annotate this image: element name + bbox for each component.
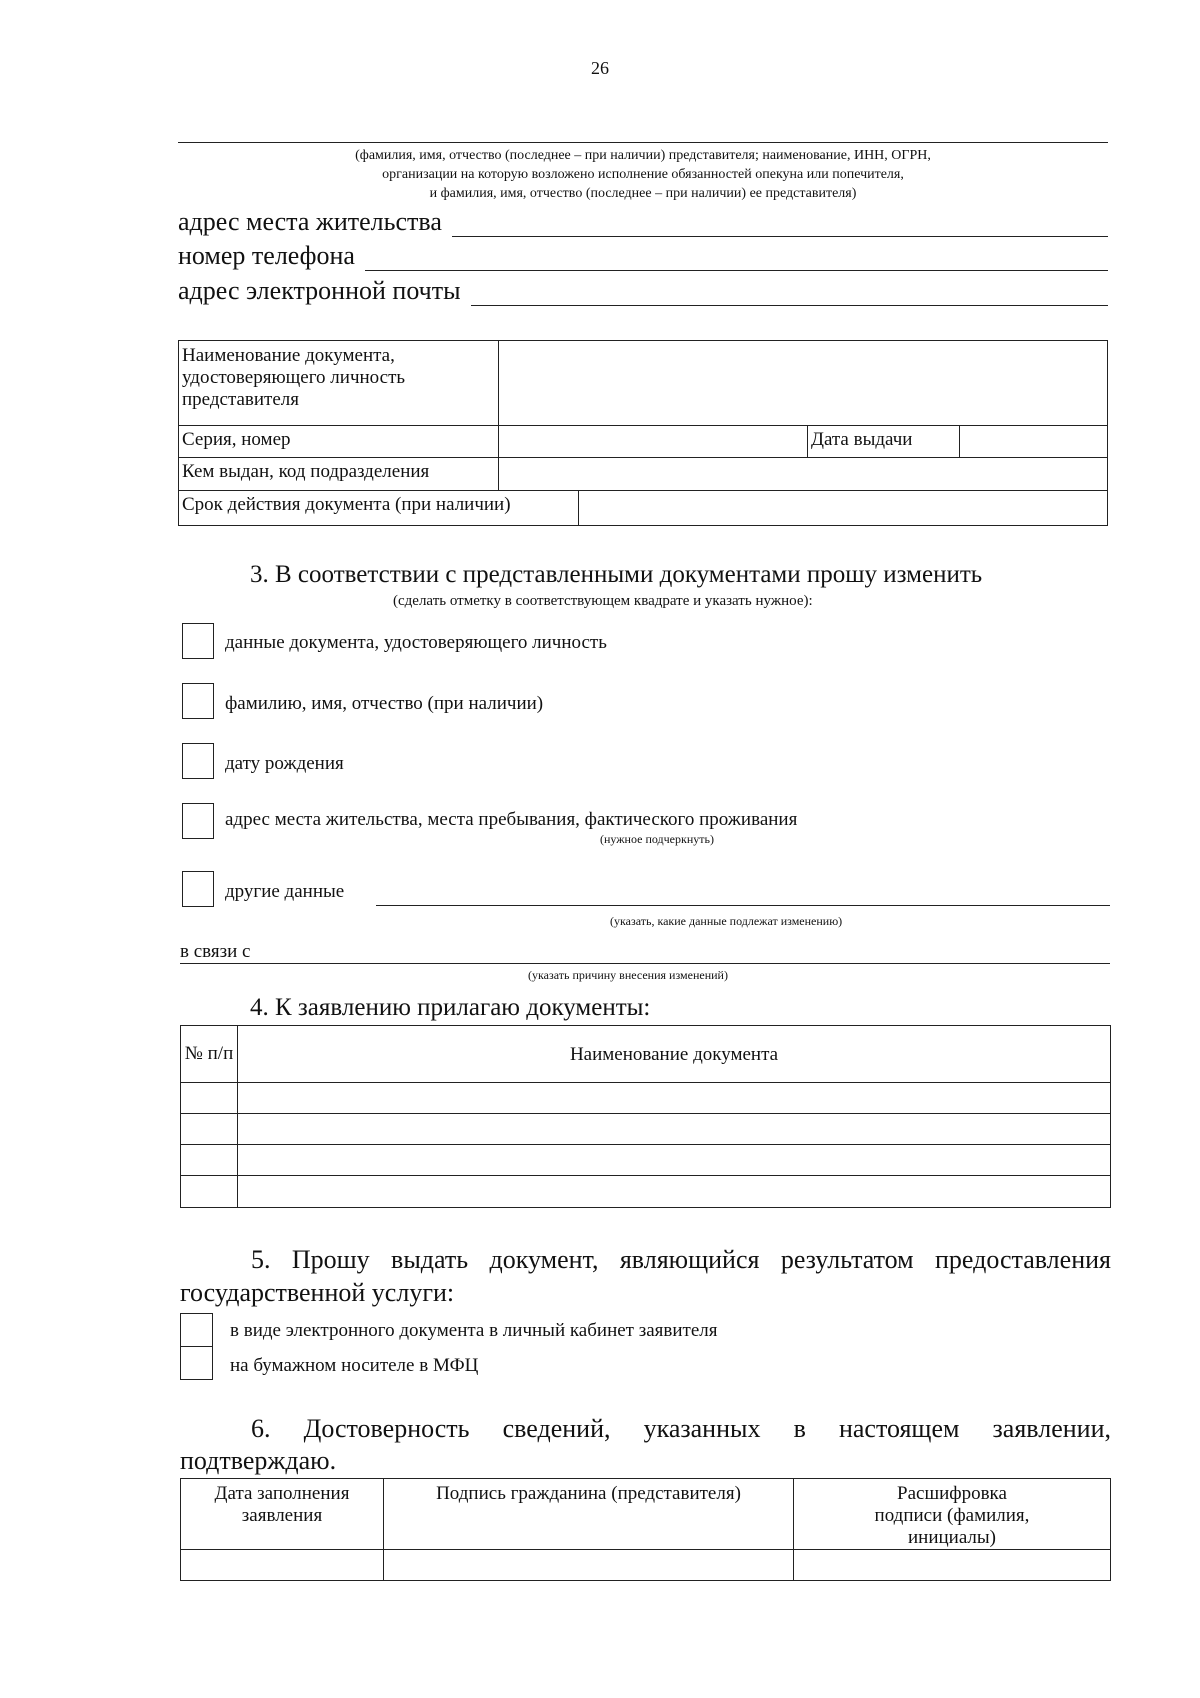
section5-heading-line1: 5. Прошу выдать документ, являющийся результатом предоставления — [251, 1245, 1111, 1274]
underline-hint: (нужное подчеркнуть) — [600, 832, 714, 846]
signature-value[interactable] — [384, 1550, 794, 1581]
series-number-label: Серия, номер — [179, 426, 499, 458]
series-number-value[interactable] — [499, 426, 808, 458]
col-name-header: Наименование документа — [238, 1026, 1111, 1083]
attached-documents-table — [180, 1025, 1111, 1208]
option-other-data: другие данные — [225, 881, 345, 902]
validity-label: Срок действия документа (при наличии) — [179, 491, 579, 526]
col-signature-header: Подпись гражданина (представителя) — [384, 1479, 794, 1550]
issue-date-label: Дата выдачи — [808, 426, 960, 458]
table-row[interactable] — [181, 1114, 1111, 1145]
section6-heading-line2: подтверждаю. — [180, 1446, 337, 1475]
residence-address-field[interactable]: адрес места жительства — [178, 207, 1108, 237]
table-row[interactable] — [181, 1145, 1111, 1176]
section5-heading-line2: государственной услуги: — [180, 1278, 455, 1307]
doc-name-value[interactable] — [499, 341, 1108, 426]
representative-name-line — [178, 142, 1108, 143]
option-paper-delivery: на бумажном носителе в МФЦ — [230, 1355, 479, 1376]
option-full-name: фамилию, имя, отчество (при наличии) — [225, 693, 544, 714]
option-electronic-delivery: в виде электронного документа в личный кабинет заявителя — [230, 1320, 718, 1341]
section4-heading: 4. К заявлению прилагаю документы: — [250, 994, 651, 1021]
option-address: адрес места жительства, места пребывания, фактического проживания — [225, 809, 798, 830]
validity-value[interactable] — [579, 491, 1108, 526]
representative-caption: (фамилия, имя, отчество (последнее – при наличии) представителя; наименование, ИНН, ОГРН, организации на которую возложено исполнение обязанностей опекуна или попечителя, и фамилия, имя, отчество (последнее – при наличии) ее представителя) — [355, 148, 931, 201]
table-row[interactable] — [181, 1083, 1111, 1114]
page-number: 26 — [591, 58, 609, 78]
checkbox-birth-date[interactable] — [182, 743, 214, 779]
reason-label: в связи с — [180, 941, 251, 962]
option-birth-date: дату рождения — [225, 753, 344, 774]
option-id-document-data: данные документа, удостоверяющего личность — [225, 632, 607, 653]
section6-heading-line1: 6. Достоверность сведений, указанных в настоящем заявлении, — [251, 1414, 1111, 1443]
issue-date-value[interactable] — [960, 426, 1108, 458]
reason-hint: (указать причину внесения изменений) — [528, 968, 728, 982]
validity-table — [178, 490, 1108, 526]
doc-name-label: Наименование документа, удостоверяющего личность представителя — [179, 341, 499, 426]
other-data-line[interactable] — [376, 905, 1110, 906]
fill-date-value[interactable] — [181, 1550, 384, 1581]
section3-heading: 3. В соответствии с представленными документами прошу изменить — [250, 561, 983, 588]
phone-number-field[interactable]: номер телефона — [178, 241, 1108, 271]
checkbox-full-name[interactable] — [182, 683, 214, 719]
col-fill-date-header: Дата заполнения заявления — [181, 1479, 384, 1550]
email-address-field[interactable]: адрес электронной почты — [178, 276, 1108, 306]
other-data-hint: (указать, какие данные подлежат изменению) — [610, 914, 843, 928]
signature-table — [180, 1478, 1111, 1581]
signature-decode-value[interactable] — [794, 1550, 1111, 1581]
col-signature-decode-header: Расшифровка подписи (фамилия, инициалы) — [794, 1479, 1111, 1550]
col-number-header: № п/п — [181, 1026, 238, 1083]
id-document-table — [178, 340, 1108, 491]
checkbox-other-data[interactable] — [182, 871, 214, 907]
section3-note: (сделать отметку в соответствующем квадрате и указать нужное): — [393, 593, 813, 609]
checkbox-paper-delivery[interactable] — [180, 1346, 213, 1380]
table-row[interactable] — [181, 1176, 1111, 1208]
checkbox-electronic-delivery[interactable] — [180, 1313, 213, 1347]
issued-by-label: Кем выдан, код подразделения — [179, 458, 499, 491]
issued-by-value[interactable] — [499, 458, 1108, 491]
checkbox-address[interactable] — [182, 803, 214, 839]
checkbox-id-document-data[interactable] — [182, 623, 214, 659]
reason-line[interactable] — [180, 963, 1110, 964]
